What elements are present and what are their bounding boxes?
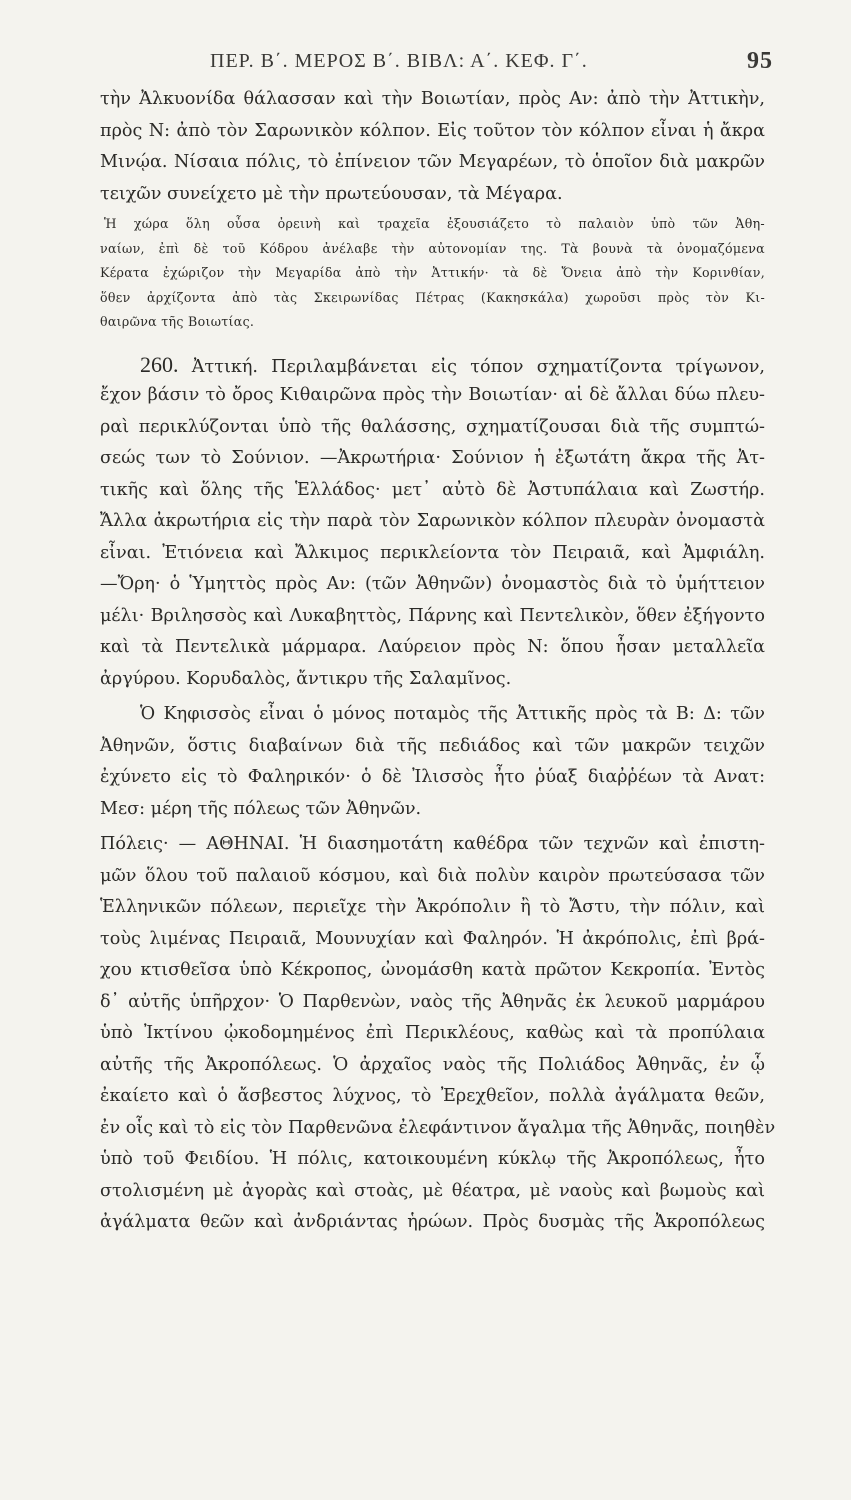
- text-line: τοὺς λιμένας Πειραιᾶ, Μουνυχίαν καὶ Φαληρόν. Ἡ ἀκρόπολις, ἐπὶ βρά-: [100, 928, 765, 949]
- footnote-block: [100, 212, 765, 335]
- page-number: 95: [747, 48, 773, 74]
- text-line: τὴν Ἀλκυονίδα θάλασσαν καὶ τὴν Βοιωτίαν, πρὸς Αν: ἀπὸ τὴν Ἀττικὴν,: [100, 89, 765, 109]
- section-number: 260.: [140, 351, 179, 377]
- text-line: τειχῶν συνείχετο μὲ τὴν πρωτεύουσαν, τὰ Μέγαρα.: [100, 183, 563, 204]
- running-title: ΠΕΡ. Β΄. ΜΕΡΟΣ Β΄. ΒΙΒΛ: Α΄. ΚΕΦ. Γ΄.: [210, 50, 588, 72]
- text-line: ἀργύρου. Κορυδαλὸς, ἄντικρυ τῆς Σαλαμῖνος.: [100, 668, 512, 689]
- book-page: [100, 48, 776, 1239]
- text-line: χου κτισθεῖσα ὑπὸ Κέκροπος, ὠνομάσθη κατὰ πρῶτον Κεκροπία. Ἐντὸς: [100, 960, 765, 980]
- text-line: ὑπὸ τοῦ Φειδίου. Ἡ πόλις, κατοικουμένη κύκλῳ τῆς Ἀκροπόλεως, ἦτο: [100, 1149, 765, 1169]
- note-line: Ἡ χώρα ὅλη οὖσα ὀρεινὴ καὶ τραχεῖα ἐξουσιάζετο τὸ παλαιὸν ὑπὸ τῶν Ἀθη-: [104, 216, 765, 231]
- text-line: τικῆς καὶ ὅλης τῆς Ἑλλάδος· μετ᾽ αὐτὸ δὲ Ἀστυπάλαια καὶ Ζωστήρ.: [100, 479, 765, 500]
- note-line: ναίων, ἐπὶ δὲ τοῦ Κόδρου ἀνέλαβε τὴν αὐτονομίαν της. Τὰ βουνὰ τὰ ὀνομαζόμενα: [100, 240, 765, 256]
- intro-paragraph: [100, 84, 765, 210]
- text-line: —Ὄρη· ὁ Ὑμηττὸς πρὸς Αν: (τῶν Ἀθηνῶν) ὀνομαστὸς διὰ τὸ ὑμήττειον: [100, 574, 765, 594]
- text-line: Μινῴα. Νίσαια πόλις, τὸ ἐπίνειον τῶν Μεγαρέων, τὸ ὁποῖον διὰ μακρῶν: [100, 152, 765, 172]
- text-line: Ἄλλα ἀκρωτήρια εἰς τὴν παρὰ τὸν Σαρωνικὸν κόλπον πλευρὰν ὀνομαστὰ: [100, 511, 765, 531]
- text-line: σεώς των τὸ Σούνιον. —Ἀκρωτήρια· Σούνιον ἡ ἐξωτάτη ἄκρα τῆς Ἀτ-: [100, 448, 765, 468]
- text-line: ἀγάλματα θεῶν καὶ ἀνδριάντας ἡρώων. Πρὸς δυσμὰς τῆς Ἀκροπόλεως: [100, 1212, 765, 1232]
- note-line: θαιρῶνα τῆς Βοιωτίας.: [100, 314, 255, 329]
- text-line: ἐν οἷς καὶ τὸ εἰς τὸν Παρθενῶνα ἐλεφάντινον ἄγαλμα τῆς Ἀθηνᾶς, ποιηθὲν: [100, 1117, 776, 1138]
- text-line: πρὸς Ν: ἀπὸ τὸν Σαρωνικὸν κόλπον. Εἰς τοῦτον τὸν κόλπον εἶναι ἡ ἄκρα: [100, 120, 765, 141]
- section-first-line: [100, 349, 765, 381]
- text-line: εἶναι. Ἐτιόνεια καὶ Ἄλκιμος περικλείοντα τὸν Πειραιᾶ, καὶ Ἀμφιάλη.: [100, 542, 765, 563]
- text-line: ὑπὸ Ἰκτίνου ᾠκοδομημένος ἐπὶ Περικλέους, καθὼς καὶ τὰ προπύλαια: [100, 1023, 765, 1043]
- text-line: Πόλεις· — ΑΘΗΝΑΙ. Ἡ διασημοτάτη καθέδρα τῶν τεχνῶν καὶ ἐπιστη-: [100, 834, 765, 854]
- text-line: ἐχύνετο εἰς τὸ Φαληρικόν· ὁ δὲ Ἰλισσὸς ἦτο ῥύαξ διαῤῥέων τὰ Ανατ:: [100, 767, 765, 787]
- section-260: [100, 349, 765, 696]
- text-line: ραὶ περικλύζονται ὑπὸ τῆς θαλάσσης, σχηματίζουσαι διὰ τῆς συμπτώ-: [100, 416, 765, 437]
- kifissos-paragraph: [100, 699, 765, 825]
- cities-paragraph: [100, 829, 776, 1239]
- text-line: καὶ τὰ Πεντελικὰ μάρμαρα. Λαύρειον πρὸς Ν: ὅπου ἦσαν μεταλλεῖα: [100, 637, 765, 657]
- text-line: Ἀθηνῶν, ὅστις διαβαίνων διὰ τῆς πεδιάδος καὶ τῶν μακρῶν τειχῶν: [100, 735, 765, 756]
- text-line: στολισμένη μὲ ἀγορὰς καὶ στοὰς, μὲ θέατρα, μὲ ναοὺς καὶ βωμοὺς καὶ: [100, 1180, 765, 1201]
- page-header: [100, 48, 773, 84]
- text-line: Ἑλληνικῶν πόλεων, περιεῖχε τὴν Ἀκρόπολιν ἢ τὸ Ἄστυ, τὴν πόλιν, καὶ: [100, 897, 765, 917]
- text-line: δ᾽ αὐτῆς ὑπῆρχον· Ὁ Παρθενὼν, ναὸς τῆς Ἀθηνᾶς ἐκ λευκοῦ μαρμάρου: [100, 991, 765, 1012]
- text-line: ἔχον βάσιν τὸ ὄρος Κιθαιρῶνα πρὸς τὴν Βοιωτίαν· αἱ δὲ ἄλλαι δύω πλευ-: [100, 385, 765, 405]
- text-line: αὐτῆς τῆς Ἀκροπόλεως. Ὁ ἀρχαῖος ναὸς τῆς Πολιάδος Ἀθηνᾶς, ἐν ᾧ: [100, 1054, 765, 1075]
- note-line: Κέρατα ἐχώριζον τὴν Μεγαρίδα ἀπὸ τὴν Ἀττικήν· τὰ δὲ Ὄνεια ἀπὸ τὴν Κορινθίαν,: [100, 265, 765, 280]
- section-heading-text: Ἀττική. Περιλαμβάνεται εἰς τόπον σχηματίζοντα τρίγωνον,: [191, 356, 766, 377]
- note-line: ὅθεν ἀρχίζοντα ἀπὸ τὰς Σκειρωνίδας Πέτρας (Κακησκάλα) χωροῦσι πρὸς τὸν Κι-: [100, 289, 765, 305]
- text-line: ἐκαίετο καὶ ὁ ἄσβεστος λύχνος, τὸ Ἐρεχθεῖον, πολλὰ ἀγάλματα θεῶν,: [100, 1086, 765, 1106]
- text-line: Μεσ: μέρη τῆς πόλεως τῶν Ἀθηνῶν.: [100, 798, 422, 819]
- text-line: Ὁ Κηφισσὸς εἶναι ὁ μόνος ποταμὸς τῆς Ἀττικῆς πρὸς τὰ Β: Δ: τῶν: [140, 704, 765, 724]
- text-line: μέλι· Βριλησσὸς καὶ Λυκαβηττὸς, Πάρνης καὶ Πεντελικὸν, ὅθεν ἐξήγοντο: [100, 605, 765, 626]
- text-line: μῶν ὅλου τοῦ παλαιοῦ κόσμου, καὶ διὰ πολὺν καιρὸν πρωτεύσασα τῶν: [100, 865, 765, 886]
